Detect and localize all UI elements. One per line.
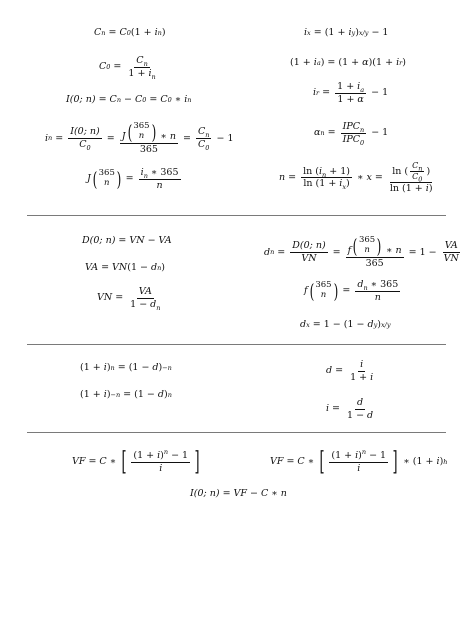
eq-future-value-annuity-advance: VF = C ∗ [ $\frac{(1 + i)^n - 1}{i}$ ] ∗ ( 1 + i ) h [270, 447, 448, 477]
eq-c0-present-value: C 0 = $\frac{C_n}{1 + i_n}$ [99, 55, 156, 81]
eq-equivalent-rate: i x = ( 1 + i y ) x/y − 1 [304, 27, 389, 38]
eq-rate-in: i n = $\frac{I(0; n)}{C_0}$ = J ( 365 n ) ∗ n 365 = $\frac{C_n}{C_0}$ − 1 [45, 120, 234, 155]
eq-interest-annuity: I(0; n) = VF − C ∗ n [190, 488, 287, 499]
eq-future-value-annuity: VF = C ∗ [ $\frac{(1 + i)^n - 1}{i}$ ] [72, 447, 200, 477]
eq-periods-log: n = $\frac{\ln (i_n + 1)}{\ln (1 + i_x)}$ ∗ x = ln ( $\frac{C_n}{C_0}$ ) ln (1 + i) [279, 161, 433, 194]
eq-d-from-i: d = $\frac{i}{1 + i}$ [326, 359, 374, 383]
section-divider [27, 432, 446, 433]
eq-equivalence-1: ( 1 + i ) n = ( 1 − d ) −n [80, 362, 172, 373]
eq-equivalent-discount: d x = 1 − ( 1 − d y ) x/y [300, 319, 391, 330]
eq-equivalence-2: ( 1 + i ) −n = ( 1 − d ) n [80, 389, 172, 400]
section-divider [27, 215, 446, 216]
eq-discount-rate: d n = $\frac{D(0; n)}{VN}$ = f ( 365 n ) ∗ n 365 = 1 − $\frac{VA}{VN}$ [264, 234, 459, 269]
section-divider [27, 344, 446, 345]
eq-interest-difference: I(0; n) = C n − C 0 = C 0 ∗ i n [66, 94, 192, 105]
eq-f-nominal: f ( 365 n ) = $\frac{d_n ∗ 365}{n}$ [304, 279, 399, 303]
eq-nominal-value: VN = $\frac{VA}{1 - d_n}$ [97, 286, 161, 312]
eq-discount-amount: D(0; n) = VN − VA [82, 235, 172, 246]
eq-i-from-d: i = $\frac{d}{1 - d}$ [326, 397, 374, 421]
eq-fisher: ( 1 + i a ) = ( 1 + α ) ( 1 + i r ) [290, 57, 406, 68]
eq-real-rate: i r = $\frac{1 + i_a}{1 + \alpha}$ − 1 [313, 81, 389, 105]
eq-j-nominal: J ( 365 n ) = $\frac{i_n ∗ 365}{n}$ [87, 167, 179, 191]
eq-cn-compound: C n = C 0 ( 1 + i n ) [94, 27, 166, 38]
eq-inflation: α n = $\frac{IPC_n}{IPC_0}$ − 1 [314, 121, 389, 147]
eq-present-value-discount: VA = VN ( 1 − d n ) [85, 262, 165, 273]
